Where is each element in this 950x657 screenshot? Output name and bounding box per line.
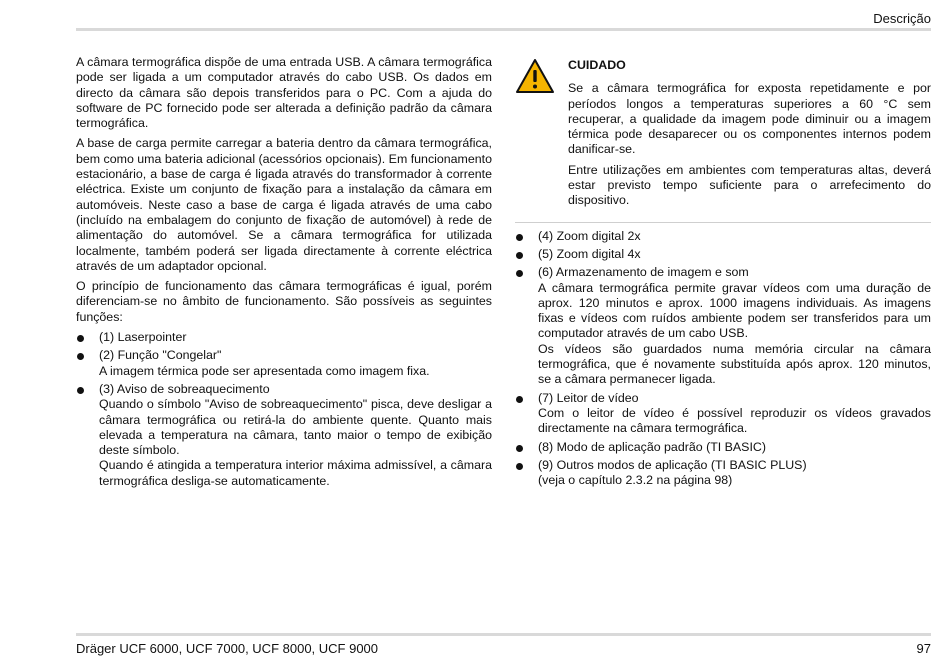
list-item: [76, 348, 492, 379]
list-item-title: (8) Modo de aplicação padrão (TI BASIC): [538, 439, 766, 454]
list-item-title: (6) Armazenamento de imagem e som: [538, 265, 749, 280]
caution-title: CUIDADO: [568, 58, 626, 72]
function-list-right: [515, 229, 931, 489]
list-item-title: (4) Zoom digital 2x: [538, 228, 641, 243]
list-item-text: A imagem térmica pode ser apresentada como imagem fixa.: [99, 363, 430, 378]
footer-product: Dräger UCF 6000, UCF 7000, UCF 8000, UCF 9000: [76, 641, 379, 656]
bullet-icon: [77, 335, 84, 342]
caution-divider: [515, 222, 931, 223]
paragraph-charging-base: A base de carga permite carregar a bateria dentro da câmara termográfica, bem como uma bateria adicional (acessórios opcionais). Em funcionamento estacionário, a base de carga é ligada através do transformador à corrente eléctrica. Existe um conjunto de fixação para a instalação da câmara em automóveis. Neste caso a base de carga é ligada através de uma cabo (incluído na embalagem do conjunto de fixação de automóvel) à rede de alimentação do automóvel. Se a câmara termográfica for utilizada localmente, também poderá ser ligada directamente à corrente eléctrica através de um adaptador opcional.: [76, 136, 492, 273]
list-item: [76, 330, 492, 345]
list-item: [76, 382, 492, 489]
list-item-text: Com o leitor de vídeo é possível reproduzir os vídeos gravados directamente na câmara termográfica.: [538, 405, 931, 436]
list-item-title: (3) Aviso de sobreaquecimento: [99, 381, 270, 396]
left-column: [76, 55, 492, 492]
right-column: [515, 58, 931, 491]
function-list-left: [76, 330, 492, 489]
warning-triangle-icon: [515, 58, 555, 94]
bullet-icon: [77, 387, 84, 394]
list-item-title: (5) Zoom digital 4x: [538, 246, 641, 261]
caution-box: [515, 58, 931, 218]
section-title: Descrição: [873, 11, 931, 26]
list-item-title: (7) Leitor de vídeo: [538, 390, 639, 405]
list-item: [515, 391, 931, 437]
list-item-title: (2) Função "Congelar": [99, 348, 222, 363]
paragraph-functions-intro: O princípio de funcionamento das câmara termográficas é igual, porém diferenciam-se no âmbito de funcionamento. São possíveis as seguintes funções:: [76, 279, 492, 324]
bullet-icon: [516, 445, 523, 452]
list-item: [515, 247, 931, 262]
list-item-text: Quando o símbolo "Aviso de sobreaquecimento" pisca, deve desligar a câmara termográfica ou retirá-la do ambiente quente. Quanto mais elevada a temperatura na câmara, tanto maior o tempo de exibição deste símbolo.: [99, 397, 492, 458]
list-item-title: (9) Outros modos de aplicação (TI BASIC PLUS): [538, 457, 807, 472]
bullet-icon: [77, 353, 84, 360]
list-item: [515, 229, 931, 244]
bullet-icon: [516, 396, 523, 403]
bullet-icon: [516, 234, 523, 241]
list-item: [515, 440, 931, 455]
list-item-text: (veja o capítulo 2.3.2 na página 98): [538, 473, 733, 488]
footer-rule: [76, 633, 931, 636]
list-item-text: Quando é atingida a temperatura interior máxima admissível, a câmara termográfica desliga-se automaticamente.: [99, 458, 492, 488]
page-number: 97: [916, 641, 931, 656]
bullet-icon: [516, 270, 523, 277]
paragraph-usb: A câmara termográfica dispõe de uma entrada USB. A câmara termográfica pode ser ligada a um computador através do cabo USB. Os dados em directo da câmara são depois transferidos para o PC. Com a ajuda do software de PC fornecido pode ser alterada a definição padrão da câmara termográfica.: [76, 55, 492, 131]
bullet-icon: [516, 252, 523, 259]
list-item-text: A câmara termográfica permite gravar vídeos com uma duração de aprox. 120 minutos e aprox. 1000 imagens individuais. As imagens fixas e vídeos com ruídos ambiente podem ser transferidos para um computador através de um cabo USB.: [538, 280, 931, 341]
list-item: [515, 458, 931, 489]
bullet-icon: [516, 463, 523, 470]
caution-text: Entre utilizações em ambientes com temperaturas altas, deverá estar previsto tempo suficiente para o arrefecimento do dispositivo.: [568, 162, 931, 208]
list-item-title: (1) Laserpointer: [99, 330, 187, 345]
caution-text: Se a câmara termográfica for exposta repetidamente e por períodos longos a temperaturas superiores a 60 °C sem recuperar, a qualidade da imagem pode diminuir ou a imagem térmica pode desaparecer ou os componentes internos podem danificar-se.: [568, 81, 931, 157]
header-rule: [76, 28, 931, 31]
list-item-text: Os vídeos são guardados numa memória circular na câmara termográfica, que é novamente substituída após aprox. 120 minutos, se a câmara permanecer ligada.: [538, 341, 931, 387]
list-item: [515, 265, 931, 387]
